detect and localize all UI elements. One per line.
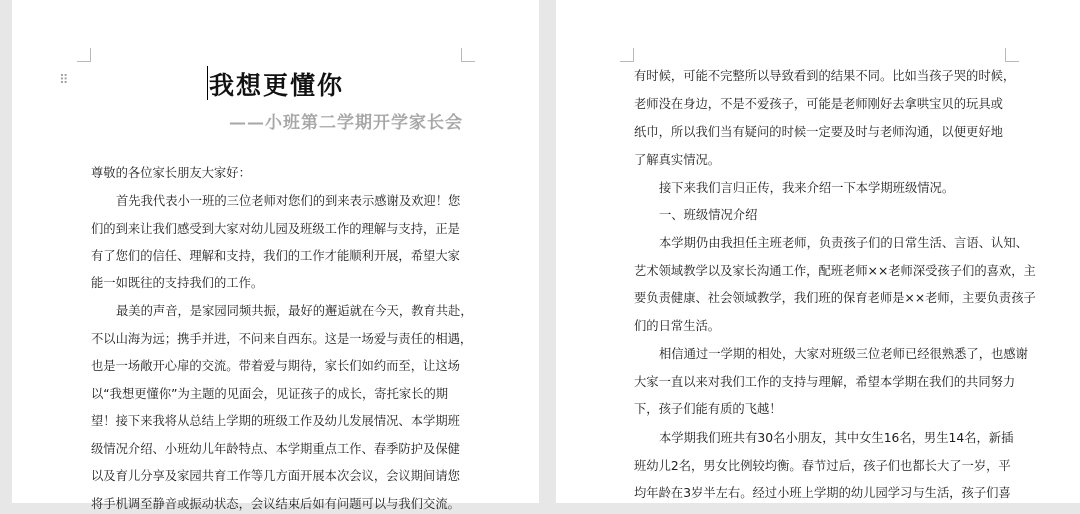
crop-mark-top-right — [1005, 48, 1019, 62]
body-line[interactable]: 本学期仍由我担任主班老师，负责孩子们的日常生活、言语、认知、 — [659, 236, 1028, 250]
body-line[interactable]: 首先我代表小一班的三位老师对您们的到来表示感谢及欢迎！您 — [116, 194, 461, 208]
body-line[interactable]: 均年龄在3岁半左右。经过小班上学期的幼儿园学习与生活，孩子们喜 — [634, 486, 1011, 500]
body-line[interactable]: 老师没在身边，不是不爱孩子，可能是老师刚好去拿哄宝贝的玩具或 — [634, 97, 1003, 111]
document-page-left — [12, 0, 539, 511]
section-heading[interactable]: 一、班级情况介绍 — [659, 208, 758, 222]
body-line[interactable]: 相信通过一学期的相处，大家对班级三位老师已经很熟悉了，也感谢 — [659, 347, 1028, 361]
document-subtitle[interactable]: ——小班第二学期开学家长会 — [229, 113, 463, 133]
body-line[interactable]: 级情况介绍、小班幼儿年龄特点、本学期重点工作、春季防护及保健 — [91, 442, 460, 456]
crop-mark-top-left — [620, 48, 634, 62]
body-line[interactable]: 将手机调至静音或振动状态，会议结束后如有问题可以与我们交流。 — [91, 497, 460, 511]
crop-mark-top-left — [77, 48, 91, 62]
body-line[interactable]: 班幼儿2名，男女比例较均衡。春节过后，孩子们也都长大了一岁，平 — [634, 459, 1011, 473]
body-line[interactable]: 以“我想更懂你”为主题的见面会，见证孩子的成长，寄托家长的期 — [91, 387, 449, 401]
body-line[interactable]: 大家一直以来对我们工作的支持与理解，希望本学期在我们的共同努力 — [634, 375, 1016, 389]
body-line[interactable]: 以及育儿分享及家园共育工作等几方面开展本次会议，会议期间请您 — [91, 469, 460, 483]
body-line[interactable]: 有了您们的信任、理解和支持，我们的工作才能顺利开展，希望大家 — [91, 249, 460, 263]
body-line[interactable]: 下，孩子们能有质的飞越！ — [634, 402, 782, 416]
body-line[interactable]: 本学期我们班共有30名小朋友，其中女生16名，男生14名，新插 — [659, 431, 1014, 445]
body-line[interactable]: 艺术领域教学以及家长沟通工作，配班老师××老师深受孩子们的喜欢，主 — [634, 264, 1036, 278]
body-line[interactable]: 不以山海为远；携手并进，不问来自西东。这是一场爱与责任的相遇， — [91, 332, 473, 346]
body-line[interactable]: 接下来我们言归正传，我来介绍一下本学期班级情况。 — [659, 181, 955, 195]
body-line[interactable]: 最美的声音，是家园同频共振，最好的邂逅就在今天，教育共赴， — [116, 304, 473, 318]
body-line[interactable]: 也是一场敞开心扉的交流。带着爱与期待，家长们如约而至，让这场 — [91, 359, 460, 373]
body-line[interactable]: 们的到来让我们感受到大家对幼儿园及班级工作的理解与支持，正是 — [91, 222, 460, 236]
body-line[interactable]: 尊敬的各位家长朋友大家好： — [91, 166, 251, 180]
body-line[interactable]: 们的日常生活。 — [634, 319, 721, 333]
document-title[interactable]: 我想更懂你 — [209, 71, 345, 100]
body-line[interactable]: 望！接下来我将从总结上学期的班级工作及幼儿发展情况、本学期班 — [91, 414, 460, 428]
body-line[interactable]: 有时候，可能不完整所以导致看到的结果不同。比如当孩子哭的时候， — [634, 69, 1016, 83]
body-line[interactable]: 要负责健康、社会领域教学，我们班的保育老师是××老师，主要负责孩子 — [634, 291, 1036, 305]
document-page-right — [556, 0, 1080, 503]
crop-mark-top-right — [461, 48, 475, 62]
text-cursor — [207, 66, 208, 100]
body-line[interactable]: 纸巾，所以我们当有疑问的时候一定要及时与老师沟通，以便更好地 — [634, 125, 1003, 139]
body-line[interactable]: 了解真实情况。 — [634, 153, 721, 167]
body-line[interactable]: 能一如既往的支持我们的工作。 — [91, 276, 264, 290]
drag-handle-icon[interactable]: ⠿ — [59, 73, 68, 88]
